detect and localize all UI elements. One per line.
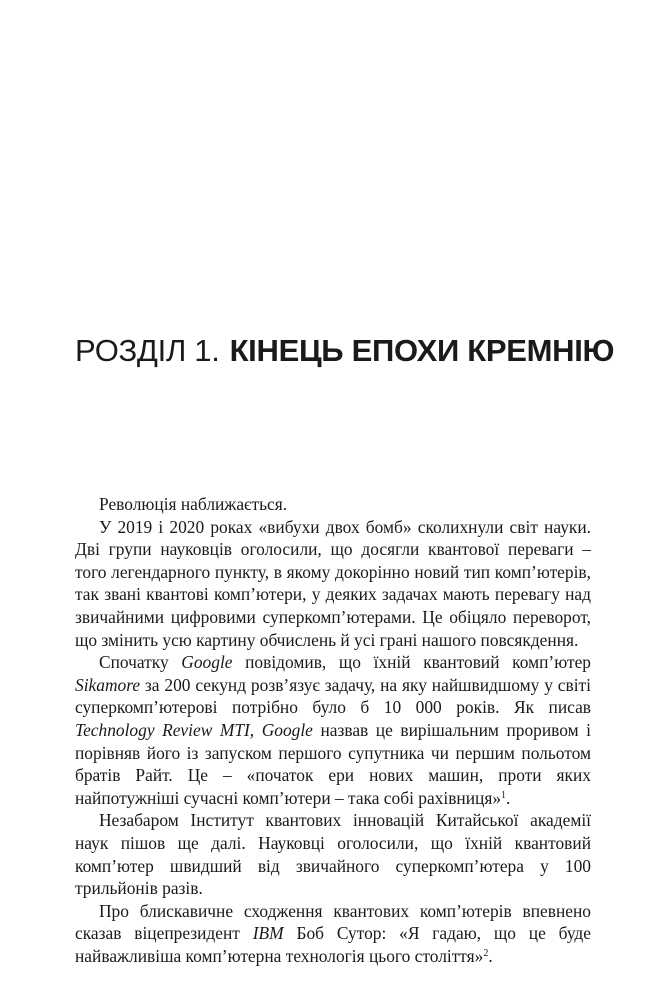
paragraph-5-text-1: Про блискавичне сходження квантових комп’ютерів впевнено сказав віцепрезидент [75, 900, 591, 944]
google-name: Google [181, 652, 233, 673]
chapter-label: РОЗДІЛ 1. [75, 333, 220, 368]
paragraph-3 [75, 651, 591, 809]
paragraph-3-text-3: за 200 секунд розв’язує задачу, на яку найшвидшому у світі суперкомп’ютерові потрібно було б 10 000 років. Як писав [75, 674, 591, 718]
paragraph-3-text-1: Спочатку [99, 652, 182, 673]
paragraph-5-text-3: . [488, 945, 493, 966]
sikamore-name: Sikamore [75, 674, 141, 695]
google-name-2: Google [261, 719, 313, 740]
paragraph-3-text-6: . [506, 787, 511, 808]
paragraph-5-text-2: Боб Сутор: «Я гадаю, що це буде найважливіша комп’ютерна технологія цього століття» [75, 923, 591, 966]
chapter-heading [75, 330, 635, 372]
paragraph-2: У 2019 і 2020 роках «вибухи двох бомб» сколихнули світ науки. Дві групи науковців оголосили, що досягли квантової переваги – того легендарного пункту, в якому докорінно новий тип комп’ютерів, так звані квантові комп’ютери, у деяких задачах мають перевагу над звичайними цифровими суперкомп’ютерами. Це обіцяло переворот, що змінить усю картину обчислень й усі грані нашого повсякдення. [75, 516, 591, 650]
footnote-ref-1: 1 [501, 789, 507, 801]
paragraph-3-text-4: , [249, 719, 262, 740]
paragraph-1: Революція наближається. [99, 494, 288, 514]
technology-review-name: Technology Review MTI [75, 719, 250, 740]
paragraph-3-text-2: повідомив, що їхній квантовий комп’ютер [232, 652, 591, 673]
paragraph-3-text-5: назвав це вирішальним проривом і порівняв його із запуском першого супутника чи першим польотом братів Райт. Це – «початок ери нових машин, проти яких найпотужніші сучасні комп’ютери – така собі рахівниця» [75, 719, 591, 808]
paragraph-5 [75, 900, 591, 968]
footnote-ref-2: 2 [483, 947, 489, 959]
paragraph-4: Незабаром Інститут квантових інновацій Китайської академії наук пішов ще далі. Науковці оголосили, що їхній квантовий комп’ютер швидший від звичайного суперкомп’ютера у 100 трильйонів разів. [75, 810, 591, 899]
chapter-title: КІНЕЦЬ ЕПОХИ КРЕМНІЮ [229, 333, 615, 368]
body-text [75, 493, 591, 967]
ibm-name: IBM [252, 923, 284, 944]
